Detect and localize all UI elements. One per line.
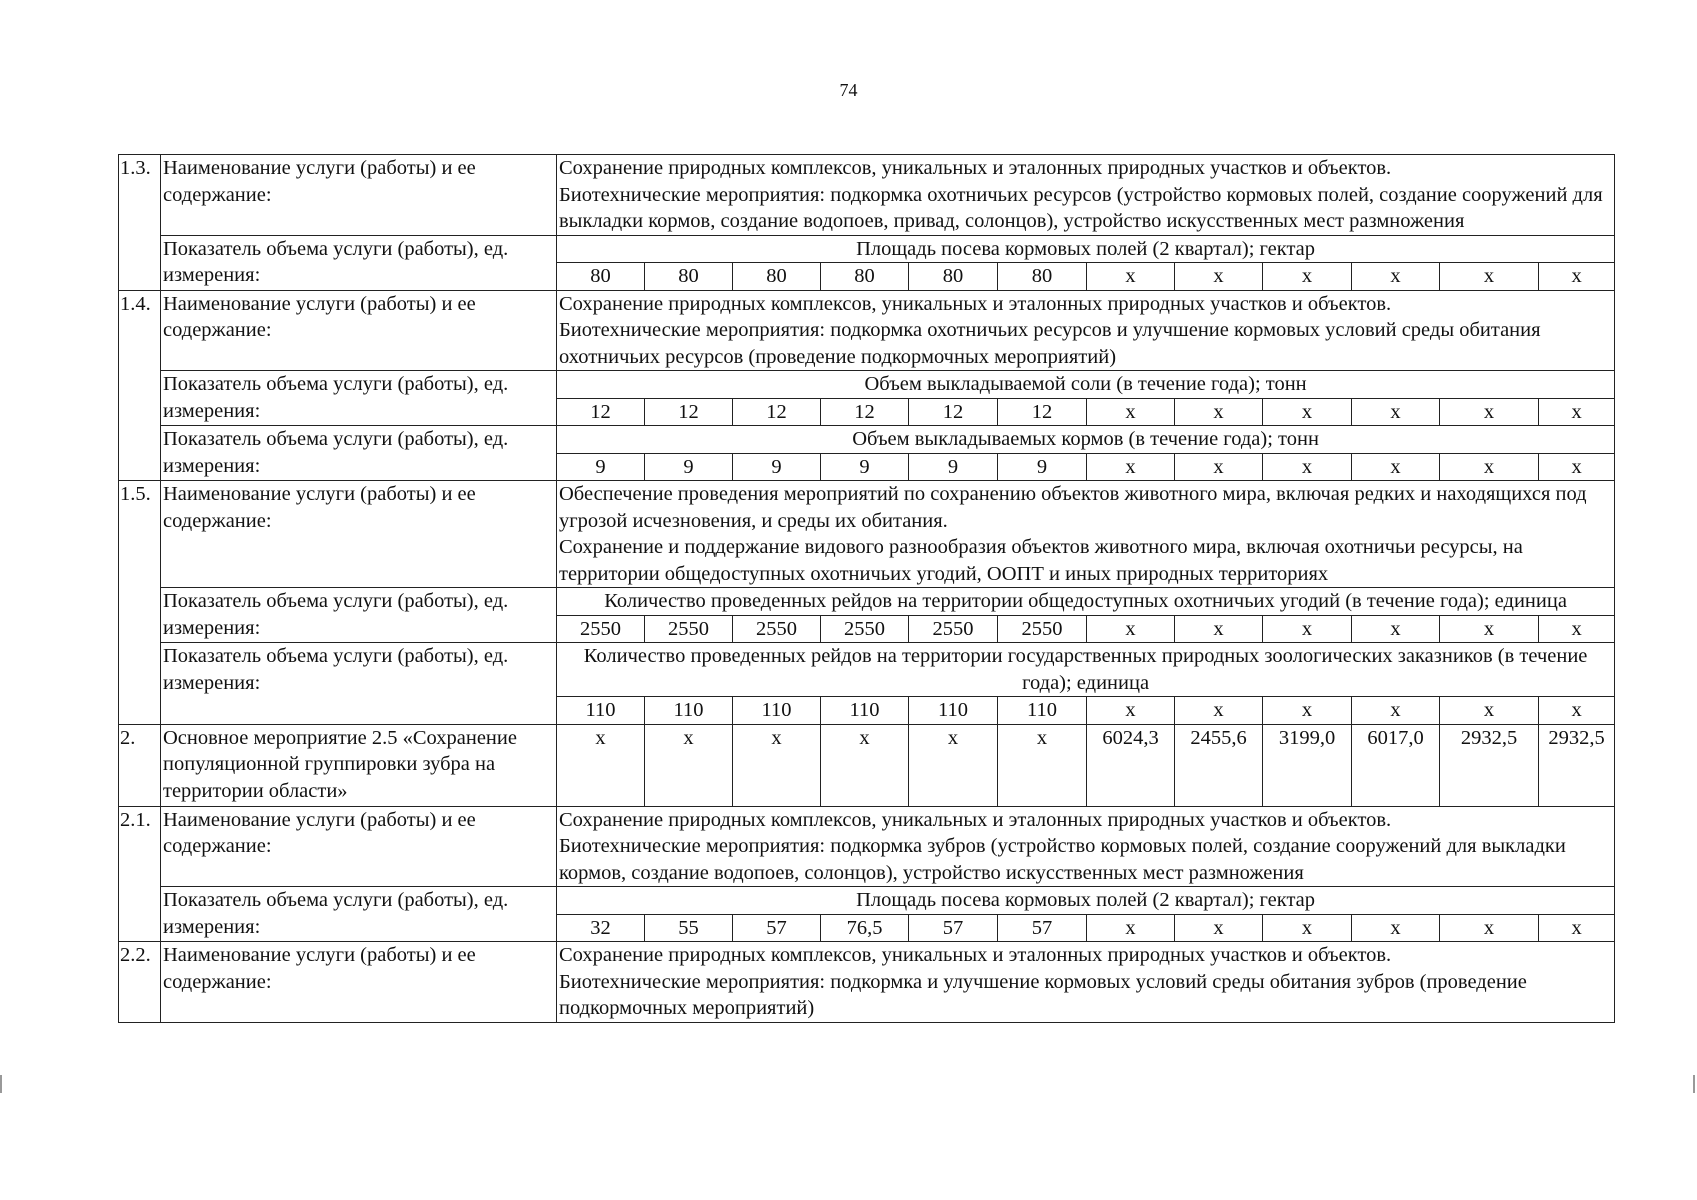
service-name-label: Наименование услуги (работы) и ее содержание: xyxy=(161,481,557,588)
value-cell: 110 xyxy=(821,697,909,725)
indicator-title-row xyxy=(119,643,1615,697)
value-cell: 9 xyxy=(645,453,733,481)
indicator-title-row xyxy=(119,426,1615,454)
value-cell: 32 xyxy=(557,914,645,942)
value-cell: 76,5 xyxy=(821,914,909,942)
value-cell: х xyxy=(645,724,733,806)
value-cell: 12 xyxy=(998,398,1087,426)
service-name-label: Наименование услуги (работы) и ее содержание: xyxy=(161,806,557,887)
indicator-title: Количество проведенных рейдов на территории государственных природных зоологических заказников (в течение года); единица xyxy=(557,643,1615,697)
value-cell: х xyxy=(1352,398,1440,426)
value-cell: 3199,0 xyxy=(1263,724,1352,806)
value-cell: 55 xyxy=(645,914,733,942)
value-cell: х xyxy=(1175,914,1263,942)
table-body xyxy=(119,155,1615,1023)
content-paragraph: Сохранение природных комплексов, уникальных и эталонных природных участков и объектов. xyxy=(559,944,1392,966)
value-cell: 12 xyxy=(733,398,821,426)
service-content xyxy=(557,290,1615,371)
service-content xyxy=(557,481,1615,588)
value-cell: х xyxy=(1352,263,1440,291)
content-paragraph: Сохранение и поддержание видового разнообразия объектов животного мира, включая охотничьи ресурсы, на территории общедоступных охотничьих угодий, ООПТ и иных природных территориях xyxy=(559,536,1523,585)
scan-edge-mark xyxy=(1693,1075,1695,1093)
value-cell: х xyxy=(1440,697,1539,725)
value-cell: 2550 xyxy=(645,615,733,643)
content-paragraph: Биотехнические мероприятия: подкормка и улучшение кормовых условий среды обитания зубров (проведение подкормочных мероприятий) xyxy=(559,970,1527,1019)
value-cell: 80 xyxy=(645,263,733,291)
value-cell: 110 xyxy=(998,697,1087,725)
value-cell: х xyxy=(1087,914,1175,942)
value-cell: х xyxy=(1087,615,1175,643)
indicator-label: Показатель объема услуги (работы), ед. измерения: xyxy=(161,887,557,942)
value-cell: х xyxy=(1539,453,1615,481)
content-paragraph: Биотехнические мероприятия: подкормка зубров (устройство кормовых полей, создание сооружений для выкладки кормов, создание водопоев, солонцов), устройство искусственных мест размножения xyxy=(559,835,1566,884)
value-cell: х xyxy=(1175,398,1263,426)
value-cell: х xyxy=(1539,398,1615,426)
content-paragraph: Сохранение природных комплексов, уникальных и эталонных природных участков и объектов. xyxy=(559,808,1392,831)
value-cell: х xyxy=(1440,914,1539,942)
service-name-label: Наименование услуги (работы) и ее содержание: xyxy=(161,942,557,1023)
service-name-label: Наименование услуги (работы) и ее содержание: xyxy=(161,290,557,371)
value-cell: 2550 xyxy=(821,615,909,643)
value-cell: х xyxy=(1539,914,1615,942)
indicator-title-row xyxy=(119,371,1615,399)
value-cell: 9 xyxy=(998,453,1087,481)
indicator-title: Количество проведенных рейдов на территории общедоступных охотничьих угодий (в течение года); единица xyxy=(557,588,1615,616)
row-number: 1.3. xyxy=(119,155,161,291)
value-cell: 2932,5 xyxy=(1539,724,1615,806)
value-cell: х xyxy=(1263,263,1352,291)
value-cell: х xyxy=(1440,615,1539,643)
value-cell: х xyxy=(1352,615,1440,643)
value-cell: 110 xyxy=(909,697,998,725)
value-cell: 110 xyxy=(645,697,733,725)
table-row xyxy=(119,155,1615,236)
scan-edge-mark xyxy=(0,1075,2,1093)
value-cell: 80 xyxy=(733,263,821,291)
indicator-title: Объем выкладываемой соли (в течение года); тонн xyxy=(557,371,1615,399)
value-cell: 2550 xyxy=(557,615,645,643)
indicator-label: Показатель объема услуги (работы), ед. измерения: xyxy=(161,371,557,426)
value-cell: 2932,5 xyxy=(1440,724,1539,806)
row-number: 2. xyxy=(119,724,161,806)
indicator-label: Показатель объема услуги (работы), ед. измерения: xyxy=(161,426,557,481)
row-number: 2.1. xyxy=(119,806,161,942)
value-cell: 9 xyxy=(909,453,998,481)
indicator-title-row xyxy=(119,588,1615,616)
value-cell: 80 xyxy=(557,263,645,291)
value-cell: 80 xyxy=(909,263,998,291)
value-cell: 110 xyxy=(557,697,645,725)
indicator-label: Показатель объема услуги (работы), ед. измерения: xyxy=(161,643,557,725)
value-cell: х xyxy=(821,724,909,806)
activity-name: Основное мероприятие 2.5 «Сохранение популяционной группировки зубра на территории области» xyxy=(161,724,557,806)
value-cell: х xyxy=(1352,697,1440,725)
value-cell: х xyxy=(557,724,645,806)
value-cell: х xyxy=(1263,914,1352,942)
value-cell: х xyxy=(1539,697,1615,725)
value-cell: 6024,3 xyxy=(1087,724,1175,806)
value-cell: х xyxy=(1440,263,1539,291)
value-cell: 110 xyxy=(733,697,821,725)
value-cell: 9 xyxy=(821,453,909,481)
table-row xyxy=(119,724,1615,806)
value-cell: х xyxy=(998,724,1087,806)
indicator-title-row xyxy=(119,235,1615,263)
value-cell: х xyxy=(1263,453,1352,481)
value-cell: х xyxy=(1263,615,1352,643)
value-cell: х xyxy=(1175,697,1263,725)
table-row xyxy=(119,290,1615,371)
value-cell: 12 xyxy=(821,398,909,426)
value-cell: 57 xyxy=(909,914,998,942)
indicator-title: Объем выкладываемых кормов (в течение года); тонн xyxy=(557,426,1615,454)
row-number: 1.4. xyxy=(119,290,161,481)
value-cell: х xyxy=(1087,398,1175,426)
value-cell: х xyxy=(733,724,821,806)
value-cell: 9 xyxy=(557,453,645,481)
service-content xyxy=(557,806,1615,887)
value-cell: 6017,0 xyxy=(1352,724,1440,806)
content-paragraph: Биотехнические мероприятия: подкормка охотничьих ресурсов и улучшение кормовых условий среды обитания охотничьих ресурсов (проведение подкормочных мероприятий) xyxy=(559,319,1541,368)
value-cell: 57 xyxy=(733,914,821,942)
value-cell: х xyxy=(909,724,998,806)
service-content xyxy=(557,155,1615,236)
value-cell: х xyxy=(1352,914,1440,942)
value-cell: 12 xyxy=(557,398,645,426)
value-cell: 2550 xyxy=(733,615,821,643)
value-cell: 2550 xyxy=(998,615,1087,643)
value-cell: х xyxy=(1087,263,1175,291)
indicator-title-row xyxy=(119,887,1615,915)
value-cell: х xyxy=(1175,263,1263,291)
value-cell: х xyxy=(1087,453,1175,481)
table-row xyxy=(119,942,1615,1023)
content-paragraph: Биотехнические мероприятия: подкормка охотничьих ресурсов (устройство кормовых полей, создание сооружений для выкладки кормов, создание водопоев, привад, солонцов), устройство искусственных мест размножения xyxy=(559,183,1603,232)
row-number: 1.5. xyxy=(119,481,161,725)
value-cell: х xyxy=(1175,615,1263,643)
value-cell: 2455,6 xyxy=(1175,724,1263,806)
indicator-title: Площадь посева кормовых полей (2 квартал); гектар xyxy=(557,887,1615,915)
content-paragraph: Сохранение природных комплексов, уникальных и эталонных природных участков и объектов. xyxy=(559,292,1392,315)
value-cell: х xyxy=(1440,398,1539,426)
value-cell: 12 xyxy=(645,398,733,426)
row-number: 2.2. xyxy=(119,942,161,1023)
content-paragraph: Обеспечение проведения мероприятий по сохранению объектов животного мира, включая редких и находящихся под угрозой исчезновения, и среды их обитания. xyxy=(559,483,1587,532)
value-cell: 80 xyxy=(821,263,909,291)
value-cell: х xyxy=(1263,398,1352,426)
value-cell: 9 xyxy=(733,453,821,481)
indicator-title: Площадь посева кормовых полей (2 квартал); гектар xyxy=(557,235,1615,263)
value-cell: 2550 xyxy=(909,615,998,643)
service-name-label: Наименование услуги (работы) и ее содержание: xyxy=(161,155,557,236)
value-cell: х xyxy=(1440,453,1539,481)
value-cell: х xyxy=(1352,453,1440,481)
service-content xyxy=(557,942,1615,1023)
indicator-label: Показатель объема услуги (работы), ед. измерения: xyxy=(161,235,557,290)
indicator-label: Показатель объема услуги (работы), ед. измерения: xyxy=(161,588,557,643)
value-cell: х xyxy=(1263,697,1352,725)
measures-table xyxy=(118,154,1615,1023)
page-number: 74 xyxy=(839,80,858,100)
value-cell: 12 xyxy=(909,398,998,426)
content-paragraph: Сохранение природных комплексов, уникальных и эталонных природных участков и объектов. xyxy=(559,157,1392,179)
table-row xyxy=(119,481,1615,588)
value-cell: 57 xyxy=(998,914,1087,942)
value-cell: х xyxy=(1087,697,1175,725)
table-row xyxy=(119,806,1615,887)
value-cell: х xyxy=(1539,263,1615,291)
value-cell: х xyxy=(1175,453,1263,481)
value-cell: 80 xyxy=(998,263,1087,291)
value-cell: х xyxy=(1539,615,1615,643)
